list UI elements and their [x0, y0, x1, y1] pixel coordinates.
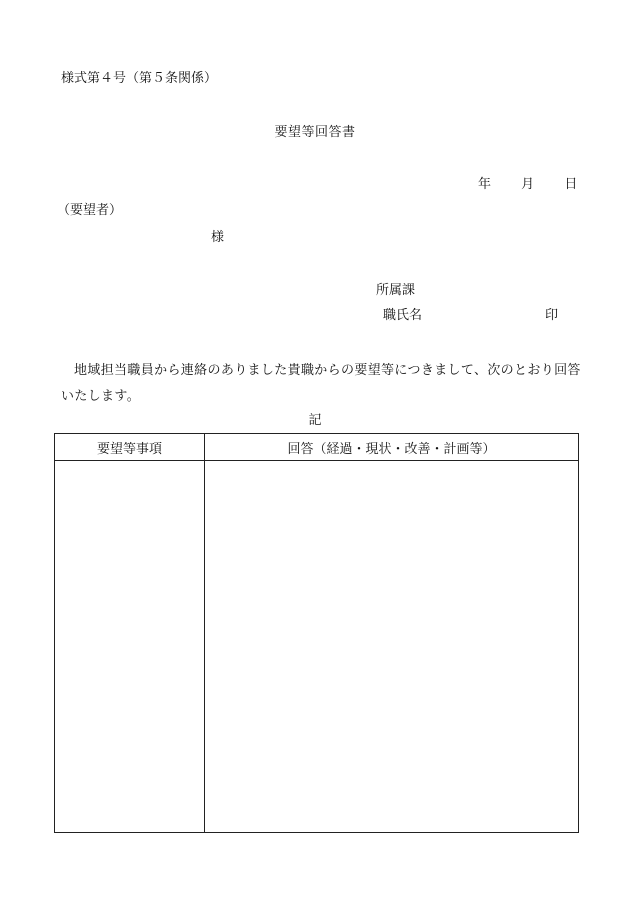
staff-name-label: 職氏名 — [383, 308, 423, 323]
body-paragraph: 地域担当職員から連絡のありました貴職からの要望等につきまして、次のとおり回答いたします。 — [61, 363, 581, 404]
table-row — [55, 461, 579, 833]
date-day-label: 日 — [564, 177, 578, 192]
date-month-label: 月 — [521, 177, 535, 192]
answer-cell — [205, 461, 579, 833]
date-year-label: 年 — [478, 177, 492, 192]
answer-table — [54, 433, 579, 833]
header-request-items: 要望等事項 — [55, 434, 205, 461]
document-title: 要望等回答書 — [274, 125, 356, 140]
table-header-row — [55, 434, 579, 461]
department-label: 所属課 — [376, 283, 416, 298]
seal-label: 印 — [545, 308, 559, 323]
request-items-cell — [55, 461, 205, 833]
date-line — [478, 178, 577, 191]
requester-label: （要望者） — [57, 203, 123, 218]
form-number: 様式第４号（第５条関係） — [61, 71, 218, 86]
honorific-sama: 様 — [211, 230, 225, 245]
header-answer: 回答（経過・現状・改善・計画等） — [205, 434, 579, 461]
ki-mark: 記 — [308, 413, 322, 428]
